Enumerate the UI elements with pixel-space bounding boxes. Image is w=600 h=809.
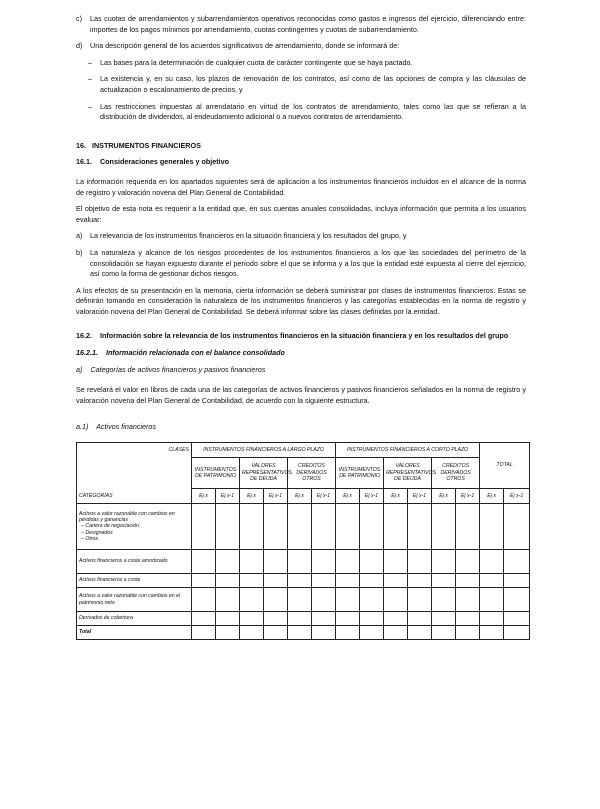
value-cell bbox=[312, 626, 336, 640]
value-cell bbox=[240, 574, 264, 588]
dash-text: Las restricciones impuestas al arrendatario en virtud de los contratos de arrendamiento, tales como las que se refieran a la distribución de dividendos, al endeudamiento adicional o a nuevos contratos de arrendamiento. bbox=[100, 101, 526, 122]
value-cell bbox=[480, 550, 504, 574]
value-cell bbox=[384, 612, 408, 626]
header-valores-deuda: VALORES REPRESENTATIVOS DE DEUDA bbox=[384, 458, 432, 489]
header-valores-deuda: VALORES REPRESENTATIVOS DE DEUDA bbox=[240, 458, 288, 489]
subheading-a1: a.1) Activos financieros bbox=[76, 422, 157, 432]
list-label: a) bbox=[76, 231, 83, 241]
year-col-header: Ej x-1 bbox=[360, 489, 384, 504]
subcategory-label: – Otros bbox=[81, 536, 99, 543]
year-col-header: Ej x-1 bbox=[312, 489, 336, 504]
table-row bbox=[77, 612, 530, 626]
year-col-header: Ej x bbox=[336, 489, 360, 504]
financial-assets-table bbox=[76, 442, 530, 640]
row-category bbox=[77, 504, 192, 550]
list-label: b) bbox=[76, 247, 83, 257]
list-text: Una descripción general de los acuerdos significativos de arrendamiento, donde se informará de: bbox=[90, 41, 400, 51]
value-cell bbox=[504, 550, 530, 574]
header-clases: CLASES bbox=[77, 443, 192, 458]
value-cell bbox=[264, 550, 288, 574]
value-cell bbox=[192, 626, 216, 640]
value-cell bbox=[384, 574, 408, 588]
header-total: TOTAL bbox=[480, 443, 530, 489]
value-cell bbox=[360, 574, 384, 588]
category-label: Derivados de cobertura bbox=[79, 615, 133, 622]
value-cell bbox=[360, 626, 384, 640]
value-cell bbox=[264, 574, 288, 588]
row-category bbox=[77, 574, 192, 588]
value-cell bbox=[432, 626, 456, 640]
value-cell bbox=[384, 588, 408, 612]
list-item-a bbox=[76, 231, 526, 242]
subcategory-label: – Designados bbox=[81, 529, 113, 536]
value-cell bbox=[240, 550, 264, 574]
value-cell bbox=[288, 574, 312, 588]
category-label: Total bbox=[79, 629, 92, 636]
row-category bbox=[77, 588, 192, 612]
value-cell bbox=[504, 626, 530, 640]
value-cell bbox=[312, 504, 336, 550]
header-corto-plazo: INSTRUMENTOS FINANCIEROS A CORTO PLAZO bbox=[336, 443, 480, 458]
value-cell bbox=[216, 550, 240, 574]
value-cell bbox=[240, 504, 264, 550]
year-col-header: Ej x bbox=[288, 489, 312, 504]
value-cell bbox=[264, 626, 288, 640]
section-heading-16-1: 16.1. Consideraciones generales y objetivo bbox=[76, 157, 229, 167]
value-cell bbox=[216, 588, 240, 612]
value-cell bbox=[504, 574, 530, 588]
value-cell bbox=[408, 626, 432, 640]
table-row bbox=[77, 588, 530, 612]
header-instrumentos-patrimonio: INSTRUMENTOS DE PATRIMONIO bbox=[336, 458, 384, 489]
value-cell bbox=[408, 504, 432, 550]
value-cell bbox=[288, 612, 312, 626]
value-cell bbox=[504, 504, 530, 550]
value-cell bbox=[240, 612, 264, 626]
value-cell bbox=[384, 504, 408, 550]
subheading-a: a) Categorías de activos financieros y pasivos financieros bbox=[76, 364, 266, 374]
year-col-header: Ej x bbox=[480, 489, 504, 504]
list-text: Las cuotas de arrendamientos y subarrendamientos operativos reconocidas como gastos e ingresos del ejercicio, diferenciando entre: importes de los pagos mínimos por arrendamiento, cuotas contingentes y cuotas de subarrendamiento. bbox=[90, 14, 526, 34]
dash-text: Las bases para la determinación de cualquier cuota de carácter contingente que se haya pactado. bbox=[100, 57, 413, 67]
list-text: La naturaleza y alcance de los riesgos procedentes de los instrumentos financieros a los que las sociedades del perímetro de la consolidación se hayan expuesto durante el período sobre el que se informa y a los que la entidad esté expuesta al cierre del ejercicio, así como la forma de gestionar dichos riesgos. bbox=[90, 247, 526, 279]
value-cell bbox=[192, 612, 216, 626]
value-cell bbox=[240, 626, 264, 640]
header-creditos: CRÉDITOS DERIVADOS OTROS bbox=[288, 458, 336, 489]
value-cell bbox=[288, 626, 312, 640]
value-cell bbox=[432, 504, 456, 550]
value-cell bbox=[192, 504, 216, 550]
value-cell bbox=[216, 504, 240, 550]
category-label: Activos a valor razonable con cambios en el patrimonio neto bbox=[79, 593, 181, 606]
value-cell bbox=[288, 588, 312, 612]
value-cell bbox=[480, 588, 504, 612]
table-row bbox=[77, 626, 530, 640]
value-cell bbox=[408, 550, 432, 574]
value-cell bbox=[456, 574, 480, 588]
year-col-header: Ej x bbox=[432, 489, 456, 504]
category-label: Activos financieros a coste bbox=[79, 577, 141, 584]
value-cell bbox=[336, 550, 360, 574]
value-cell bbox=[408, 612, 432, 626]
row-category bbox=[77, 612, 192, 626]
value-cell bbox=[504, 588, 530, 612]
category-label: Activos financieros a coste amortizado bbox=[79, 558, 168, 565]
value-cell bbox=[192, 574, 216, 588]
subcategory-label: – Cartera de negociación bbox=[81, 523, 139, 530]
value-cell bbox=[456, 626, 480, 640]
value-cell bbox=[456, 504, 480, 550]
section-heading-16-2: 16.2. Información sobre la relevancia de los instrumentos financieros en la situación financiera y en los resultados del grupo bbox=[76, 331, 509, 341]
list-item-b bbox=[76, 248, 526, 280]
table-row bbox=[77, 550, 530, 574]
dash-item: – La existencia y, en su caso, los plazos de renovación de los contratos, así como de las opciones de compra y las cláusulas de actualización o escalonamiento de precios, y bbox=[88, 74, 526, 94]
value-cell bbox=[336, 612, 360, 626]
category-label: Activos a valor razonable con cambios en pérdidas y ganancias bbox=[79, 510, 175, 523]
list-label: c) bbox=[76, 14, 82, 23]
dash-item: – Las restricciones impuestas al arrendatario en virtud de los contratos de arrendamiento, tales como las que se refieran a la distribución de dividendos, al endeudamiento adicional o a nuevos contratos de arrendamiento. bbox=[88, 101, 526, 122]
header-creditos: CRÉDITOS DERIVADOS OTROS bbox=[432, 458, 480, 489]
list-text: La relevancia de los instrumentos financieros en la situación financiera y los resultados del grupo, y bbox=[90, 231, 407, 241]
value-cell bbox=[408, 574, 432, 588]
value-cell bbox=[432, 588, 456, 612]
header-largo-plazo: INSTRUMENTOS FINANCIEROS A LARGO PLAZO bbox=[192, 443, 336, 458]
year-col-header: Ej x bbox=[240, 489, 264, 504]
value-cell bbox=[336, 574, 360, 588]
value-cell bbox=[360, 588, 384, 612]
section-heading-16-2-1: 16.2.1. Información relacionada con el balance consolidado bbox=[76, 348, 285, 358]
value-cell bbox=[264, 612, 288, 626]
dash-item: – Las bases para la determinación de cualquier cuota de carácter contingente que se haya pactado. bbox=[76, 58, 526, 69]
row-category bbox=[77, 626, 192, 640]
value-cell bbox=[192, 588, 216, 612]
paragraph: Se revelará el valor en libros de cada una de las categorías de activos financieros y pasivos financieros señalados en la norma de registro y valoración novena del Plan General de Contabilidad, de acuerdo con la siguiente estructura. bbox=[76, 385, 526, 405]
value-cell bbox=[312, 574, 336, 588]
value-cell bbox=[360, 612, 384, 626]
value-cell bbox=[192, 550, 216, 574]
value-cell bbox=[216, 574, 240, 588]
row-category bbox=[77, 550, 192, 574]
value-cell bbox=[216, 612, 240, 626]
value-cell bbox=[240, 588, 264, 612]
year-col-header: Ej x bbox=[192, 489, 216, 504]
value-cell bbox=[288, 550, 312, 574]
value-cell bbox=[264, 504, 288, 550]
value-cell bbox=[432, 574, 456, 588]
paragraph: A los efectos de su presentación en la memoria, cierta información se deberá suministrar por clases de instrumentos financieros. Estas se definirán tomando en consideración la naturaleza de los instrumentos financieros y las categorías establecidas en la norma de registro y valoración novena del Plan General de Contabilidad. Se deberá informar sobre las clases definidas por la entidad. bbox=[76, 285, 526, 316]
value-cell bbox=[312, 612, 336, 626]
year-col-header: Ej x-1 bbox=[264, 489, 288, 504]
value-cell bbox=[312, 550, 336, 574]
value-cell bbox=[288, 504, 312, 550]
year-col-header: Ej x-1 bbox=[504, 489, 530, 504]
year-col-header: Ej x-1 bbox=[216, 489, 240, 504]
value-cell bbox=[480, 504, 504, 550]
value-cell bbox=[456, 588, 480, 612]
value-cell bbox=[456, 612, 480, 626]
header-categorias: CATEGORÍAS bbox=[77, 489, 192, 504]
list-label: d) bbox=[76, 41, 83, 51]
value-cell bbox=[408, 588, 432, 612]
year-col-header: Ej x bbox=[384, 489, 408, 504]
header-instrumentos-patrimonio: INSTRUMENTOS DE PATRIMONIO bbox=[192, 458, 240, 489]
table-row bbox=[77, 574, 530, 588]
dash-text: La existencia y, en su caso, los plazos de renovación de los contratos, así como de las opciones de compra y las cláusulas de actualización o escalonamiento de precios, y bbox=[100, 74, 526, 94]
value-cell bbox=[432, 612, 456, 626]
list-item-c bbox=[76, 14, 526, 35]
value-cell bbox=[336, 504, 360, 550]
value-cell bbox=[360, 504, 384, 550]
list-item-d bbox=[76, 41, 526, 52]
paragraph: La información requerida en los apartados siguientes será de aplicación a los instrumentos financieros incluidos en el alcance de la norma de registro y valoración novena del Plan General de Contabilidad. bbox=[76, 176, 526, 197]
value-cell bbox=[384, 626, 408, 640]
year-col-header: Ej x-1 bbox=[408, 489, 432, 504]
value-cell bbox=[384, 550, 408, 574]
value-cell bbox=[216, 626, 240, 640]
value-cell bbox=[336, 588, 360, 612]
value-cell bbox=[480, 574, 504, 588]
year-col-header: Ej x-1 bbox=[456, 489, 480, 504]
value-cell bbox=[456, 550, 480, 574]
value-cell bbox=[360, 550, 384, 574]
value-cell bbox=[312, 588, 336, 612]
value-cell bbox=[480, 612, 504, 626]
value-cell bbox=[264, 588, 288, 612]
value-cell bbox=[504, 612, 530, 626]
value-cell bbox=[432, 550, 456, 574]
value-cell bbox=[336, 626, 360, 640]
table-row bbox=[77, 504, 530, 550]
paragraph: El objetivo de esta nota es requerir a la entidad que, en sus cuentas anuales consolidadas, incluya información que permita a los usuarios evaluar: bbox=[76, 204, 526, 224]
value-cell bbox=[480, 626, 504, 640]
section-heading-16: 16. INSTRUMENTOS FINANCIEROS bbox=[76, 140, 201, 150]
